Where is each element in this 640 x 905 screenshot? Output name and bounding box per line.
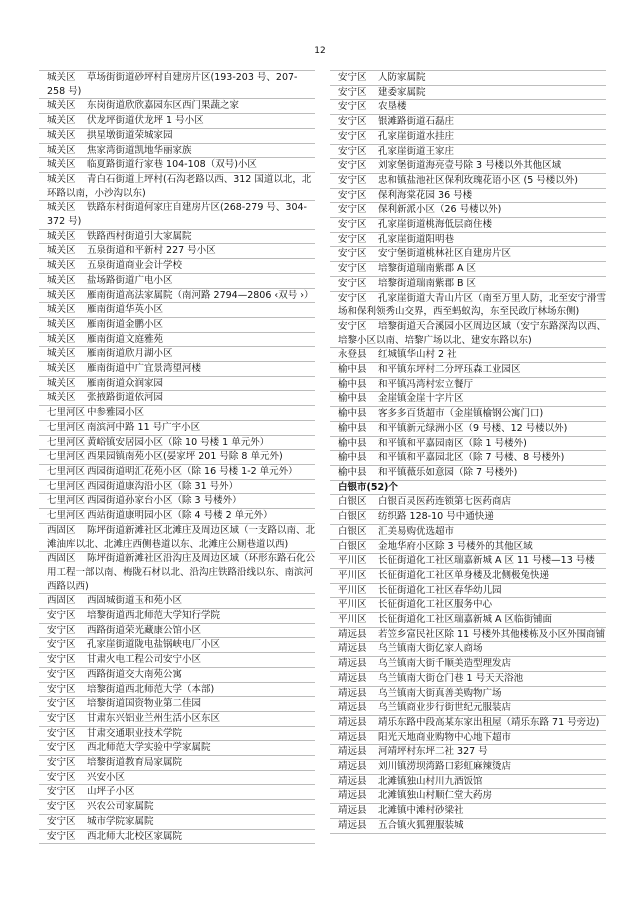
district-name: 靖远县 [338, 805, 367, 817]
location-text: 安宁堡街道桃林社区自建房片区 [378, 248, 512, 260]
table-row [330, 174, 606, 189]
location-text: 陈坪街道新滩社区北滩庄及周边区域（一支路以南、北滩油库以北、北滩庄西侧巷道以东、北滩庄公厕巷道以西) [47, 524, 316, 550]
table-row [330, 451, 606, 466]
district-name: 安宁区 [338, 219, 367, 231]
table-row [39, 173, 315, 201]
table-row [39, 347, 315, 362]
district-name: 城关区 [47, 144, 76, 156]
location-text: 兴农公司家属院 [87, 801, 154, 813]
table-row [330, 145, 606, 160]
table-row [330, 392, 606, 407]
location-text: 孔家崖街道陇电盐锅峡电厂小区 [87, 639, 221, 651]
district-name: 靖远县 [338, 790, 367, 802]
table-row [39, 494, 315, 509]
table-row [39, 362, 315, 377]
table-row [39, 594, 315, 609]
district-name: 安宁区 [338, 130, 367, 142]
table-row [39, 303, 315, 318]
location-text: 培黎街道瑞南紫郡 B 区 [378, 277, 477, 289]
district-name: 平川区 [338, 555, 367, 567]
table-row [330, 701, 606, 716]
district-name: 城关区 [47, 363, 76, 375]
district-name: 安宁区 [47, 815, 76, 827]
table-row [39, 552, 315, 594]
district-name: 城关区 [47, 202, 76, 214]
location-text: 刘家堡街道海亮壹号除 3 号楼以外其他区域 [378, 160, 562, 172]
table-row [330, 716, 606, 731]
district-name: 靖远县 [338, 702, 367, 714]
location-text: 雁南街道文庭雅苑 [87, 333, 164, 345]
table-row [39, 377, 315, 392]
location-text: 靖乐东路中段高某东家出租屋（靖乐东路 71 号旁边) [378, 716, 600, 728]
table-row [39, 450, 315, 465]
district-name: 平川区 [338, 614, 367, 626]
district-name: 安宁区 [47, 624, 76, 636]
location-text: 乌兰镇南大街真善美购物广场 [378, 687, 502, 699]
district-name: 城关区 [47, 245, 76, 257]
table-row [330, 218, 606, 233]
district-name: 安宁区 [338, 160, 367, 172]
location-text: 西路街道荣光藏康公馆小区 [87, 624, 202, 636]
right-column [330, 70, 606, 834]
district-name: 安宁区 [47, 786, 76, 798]
table-row [330, 130, 606, 145]
location-text: 西北师大北校区家属院 [87, 830, 183, 842]
district-name: 榆中县 [338, 378, 367, 390]
district-name: 七里河区 [47, 465, 86, 477]
location-text: 西园街道康沟沿小区（除 31 号外） [87, 480, 239, 492]
location-text: 临夏路街道行家巷 104-108（双号)小区 [87, 159, 257, 171]
table-row [39, 712, 315, 727]
district-name: 城关区 [47, 100, 76, 112]
location-text: 陈坪街道新滩社区沿沟庄及周边区域（环形东路石化公用工程一部以南、梅陇石材以北、沿沟庄铁路沿线以东、南滨河西路以西) [47, 553, 316, 592]
district-name: 城关区 [47, 318, 76, 330]
district-name: 七里河区 [47, 407, 86, 419]
district-name: 西固区 [47, 595, 76, 607]
district-name: 城关区 [47, 348, 76, 360]
table-row [330, 510, 606, 525]
table-row [39, 274, 315, 289]
district-name: 七里河区 [47, 495, 86, 507]
district-name: 安宁区 [47, 668, 76, 680]
location-text: 南滨河中路 11 号广宇小区 [87, 421, 201, 433]
location-text: 阳光天地商业购物中心地下超市 [378, 731, 512, 743]
district-name: 城关区 [47, 72, 76, 83]
district-name: 靖远县 [338, 672, 367, 684]
location-text: 若笠乡富民社区除 11 号楼外其他楼栋及小区外围商铺 [378, 628, 606, 640]
location-text: 银滩路街道石磊庄 [378, 116, 455, 128]
location-text: 培黎街道瑞南紫郡 A 区 [378, 263, 477, 275]
table-row [39, 609, 315, 624]
location-text: 西北师范大学实验中学家属院 [87, 742, 211, 754]
location-text: 五合镇火狐狸服装城 [378, 819, 464, 831]
location-text: 甘肃火电工程公司安宁小区 [87, 654, 202, 666]
district-name: 七里河区 [47, 510, 86, 522]
location-text: 金崖镇金崖十字片区 [378, 393, 464, 405]
table-row [330, 657, 606, 672]
location-text: 北滩镇独山村顺仁堂大药房 [378, 790, 493, 802]
district-name: 安宁区 [47, 727, 76, 739]
district-name: 城关区 [47, 377, 76, 389]
district-name: 靖远县 [338, 746, 367, 758]
location-text: 孔家崖街道阳明巷 [378, 233, 455, 245]
table-row [330, 437, 606, 452]
table-row [39, 524, 315, 552]
location-text: 西路街道交大南苑公寓 [87, 668, 183, 680]
table-row [39, 114, 315, 129]
location-text: 中参雅园小区 [87, 407, 145, 419]
district-name: 七里河区 [47, 451, 86, 463]
table-row [39, 815, 315, 830]
district-name: 城关区 [47, 274, 76, 286]
table-row [39, 244, 315, 259]
table-row [39, 421, 315, 436]
location-text: 焦家湾街道凯地华丽家族 [87, 144, 192, 156]
location-text: 草场街街道砂坪村自建房片区(193-203 号、207-258 号) [47, 72, 298, 97]
table-row [330, 262, 606, 277]
location-text: 客多多百货超市（金崖镇榆钢公寓门口) [378, 408, 544, 420]
district-name: 榆中县 [338, 364, 367, 376]
location-text: 纺织路 128-10 号中通快递 [378, 511, 494, 523]
location-text: 和平镇和平嘉园南区（除 1 号楼外) [378, 437, 527, 449]
table-row [330, 569, 606, 584]
location-text: 红城镇华山村 2 社 [378, 349, 457, 361]
table-row [330, 819, 606, 834]
table-row [39, 230, 315, 245]
location-text: 山坪子小区 [87, 786, 135, 798]
district-name: 安宁区 [338, 72, 367, 83]
table-row [330, 100, 606, 115]
location-text: 雁南街道金鹏小区 [87, 318, 164, 330]
table-row [39, 756, 315, 771]
district-name: 七里河区 [47, 436, 86, 448]
district-name: 平川区 [338, 599, 367, 611]
table-row [330, 554, 606, 569]
table-row [330, 584, 606, 599]
table-row [39, 129, 315, 144]
table-row [39, 830, 315, 845]
location-text: 建委家属院 [378, 86, 426, 98]
table-row [39, 785, 315, 800]
district-name: 城关区 [47, 159, 76, 171]
location-text: 东岗街道欣欣嘉园东区西门果蔬之家 [87, 100, 240, 112]
district-name: 安宁区 [47, 830, 76, 842]
district-name: 靖远县 [338, 716, 367, 728]
location-text: 乌兰镇南大街仓门巷 1 号天天浴池 [378, 672, 524, 684]
district-name: 白银区 [338, 496, 367, 508]
table-row [330, 378, 606, 393]
district-name: 靖远县 [338, 628, 367, 640]
district-name: 榆中县 [338, 437, 367, 449]
table-row [330, 189, 606, 204]
location-text: 刘川镇涝坝湾路口彩虹麻辣烫店 [378, 761, 512, 773]
district-name: 安宁区 [338, 248, 367, 260]
table-row [330, 789, 606, 804]
table-row [330, 292, 606, 320]
table-row [39, 436, 315, 451]
location-text: 北滩镇中滩村砂梁社 [378, 805, 464, 817]
table-row [330, 775, 606, 790]
location-text: 西园街道明汇花苑小区（除 16 号楼 1-2 单元外） [87, 465, 298, 477]
table-row [330, 247, 606, 262]
district-name: 榆中县 [338, 422, 367, 434]
location-text: 汇美易购优选超市 [378, 525, 455, 537]
table-row [330, 804, 606, 819]
table-row [39, 741, 315, 756]
district-name: 安宁区 [338, 189, 367, 201]
location-text: 河靖坪村东坪二社 327 号 [378, 746, 488, 758]
table-row [39, 624, 315, 639]
table-row [39, 70, 315, 99]
location-text: 青白石街道上坪村(石沟老路以西、312 国道以北，北环路以南，小沙沟以东) [47, 173, 312, 199]
table-row [330, 203, 606, 218]
location-text: 保利海棠花园 36 号楼 [378, 189, 473, 201]
table-row [39, 201, 315, 229]
district-name: 白银区 [338, 525, 367, 537]
location-text: 西固城街道玉和苑小区 [87, 595, 183, 607]
table-row [330, 495, 606, 510]
table-row [330, 598, 606, 613]
district-name: 城关区 [47, 129, 76, 141]
district-name: 城关区 [47, 173, 76, 185]
table-row [330, 348, 606, 363]
location-text: 西果园镇南苑小区(晏家坪 201 号除 8 单元外) [87, 451, 283, 463]
table-row [330, 540, 606, 555]
location-text: 和平镇薇乐如意园（除 7 号楼外) [378, 466, 518, 478]
district-name: 城关区 [47, 304, 76, 316]
location-text: 雁南街道中广宜景湾望河楼 [87, 363, 202, 375]
location-text: 长征街道化工社区服务中心 [378, 599, 493, 611]
district-name: 七里河区 [47, 421, 86, 433]
location-text: 甘肃交通职业技术学院 [87, 727, 183, 739]
district-name: 靖远县 [338, 687, 367, 699]
location-text: 甘肃东兴铝业兰州生活小区东区 [87, 712, 221, 724]
table-row [39, 771, 315, 786]
district-name: 城关区 [47, 115, 76, 127]
table-row [39, 800, 315, 815]
district-name: 安宁区 [47, 742, 76, 754]
location-text: 雁南街道欣月湖小区 [87, 348, 173, 360]
district-name: 安宁区 [338, 263, 367, 275]
location-text: 培黎街道天合溪园小区周边区域（安宁东路深沟以西、培黎小区以南、培黎广场以北、建安东路以东) [338, 320, 607, 346]
location-text: 和平镇和平嘉园北区（除 7 号楼、8 号楼外) [378, 452, 565, 464]
location-text: 北滩镇独山村川九酒饭馆 [378, 775, 483, 787]
table-row [330, 422, 606, 437]
table-row [330, 407, 606, 422]
location-text: 兴安小区 [87, 771, 126, 783]
location-text: 西站街道康明园小区（除 4 号楼 2 单元外） [87, 510, 273, 522]
table-row [330, 672, 606, 687]
location-text: 人防家属院 [378, 72, 426, 83]
table-row [39, 144, 315, 159]
location-text: 乌兰镇商业步行街世纪元服装店 [378, 702, 512, 714]
table-row [330, 642, 606, 657]
district-name: 靖远县 [338, 761, 367, 773]
district-name: 城关区 [47, 260, 76, 272]
group-heading: 白银市(52)个 [330, 481, 606, 496]
district-name: 白银区 [338, 540, 367, 552]
district-name: 安宁区 [47, 654, 76, 666]
location-text: 长征街道化工社区瑞嘉新城 A 区 11 号楼—13 号楼 [378, 555, 595, 567]
location-text: 长征街道化工社区春华幼儿园 [378, 584, 502, 596]
table-row [39, 638, 315, 653]
table-row [330, 277, 606, 292]
district-name: 榆中县 [338, 393, 367, 405]
page-number: 12 [314, 46, 326, 56]
district-name: 安宁区 [338, 277, 367, 289]
location-text: 城市学院家属院 [87, 815, 154, 827]
left-column [39, 70, 315, 844]
table-row [39, 391, 315, 406]
table-row [330, 466, 606, 481]
location-text: 和平镇冯湾村宏立餐厅 [378, 378, 474, 390]
location-text: 五泉街道和平新村 227 号小区 [87, 245, 216, 257]
table-row [39, 465, 315, 480]
location-text: 雁南街道华英小区 [87, 304, 164, 316]
table-row [39, 158, 315, 173]
district-name: 安宁区 [338, 233, 367, 245]
table-row [39, 333, 315, 348]
table-row [39, 289, 315, 304]
table-row [330, 115, 606, 130]
table-row [330, 320, 606, 348]
district-name: 靖远县 [338, 643, 367, 655]
district-name: 安宁区 [338, 86, 367, 98]
location-text: 黄峪镇安居园小区（除 10 号楼 1 单元外） [87, 436, 270, 448]
table-row [330, 86, 606, 101]
district-name: 白银区 [338, 511, 367, 523]
location-text: 培黎街道西北师范大学知行学院 [87, 610, 221, 622]
district-name: 安宁区 [47, 757, 76, 769]
district-name: 榆中县 [338, 408, 367, 420]
district-name: 城关区 [47, 289, 76, 301]
location-text: 伏龙坪街道伏龙坪 1 号小区 [87, 115, 204, 127]
district-name: 安宁区 [47, 698, 76, 710]
district-name: 安宁区 [338, 101, 367, 113]
district-name: 西固区 [47, 553, 76, 565]
location-text: 保利新派小区（26 号楼以外) [378, 204, 502, 216]
district-name: 安宁区 [47, 771, 76, 783]
location-text: 培黎街道教育局家属院 [87, 757, 183, 769]
location-text: 乌兰镇南大街千顺美造型理发店 [378, 658, 512, 670]
table-row [330, 613, 606, 628]
location-text: 孔家崖街道桃海低层商住楼 [378, 219, 493, 231]
district-name: 安宁区 [47, 610, 76, 622]
table-row [330, 745, 606, 760]
district-name: 城关区 [47, 230, 76, 242]
district-name: 安宁区 [47, 801, 76, 813]
district-name: 城关区 [47, 333, 76, 345]
location-text: 五泉街道商业会计学校 [87, 260, 183, 272]
table-row [39, 99, 315, 114]
location-text: 铁路西村街道引大家属院 [87, 230, 192, 242]
district-name: 七里河区 [47, 480, 86, 492]
table-row [330, 628, 606, 643]
table-row [39, 697, 315, 712]
location-text: 铁路东村街道何家庄自建房片区(268-279 号、304-372 号) [47, 202, 307, 228]
location-text: 雁南街道高法家属院（南河路 2794—2806 ‹双号 ›） [87, 289, 314, 301]
district-name: 安宁区 [338, 174, 367, 186]
location-text: 西园街道孙家台小区（除 3 号楼外） [87, 495, 242, 507]
location-text: 忠和镇盐池社区保利玫瑰花语小区 (5 号楼以外) [378, 174, 578, 186]
table-row [39, 653, 315, 668]
location-text: 孔家崖街道大青山片区（南至万里人防，北至安宁滑雪场和保利领秀山交界，西至蚂蚁沟，东至民政厅林场东侧) [338, 292, 607, 318]
location-text: 长征街道化工社区单身楼及北侧极兔快递 [378, 569, 550, 581]
table-row [39, 406, 315, 421]
district-name: 安宁区 [47, 683, 76, 695]
location-text: 农垦楼 [378, 101, 407, 113]
district-name: 安宁区 [47, 712, 76, 724]
table-row [330, 731, 606, 746]
location-text: 白银百灵医药连锁第七医药商店 [378, 496, 512, 508]
table-row [330, 233, 606, 248]
location-text: 拱星墩街道荣城家园 [87, 129, 173, 141]
location-text: 盐场路街道广电小区 [87, 274, 173, 286]
table-row [330, 363, 606, 378]
location-text: 乌兰镇南大街亿家人商场 [378, 643, 483, 655]
table-row [39, 480, 315, 495]
table-row [330, 760, 606, 775]
location-text: 孔家崖街道王家庄 [378, 145, 455, 157]
district-name: 平川区 [338, 569, 367, 581]
district-name: 西固区 [47, 524, 76, 536]
district-name: 安宁区 [338, 320, 367, 332]
location-text: 张掖路街道依河园 [87, 392, 164, 404]
district-name: 安宁区 [338, 145, 367, 157]
table-row [39, 259, 315, 274]
location-text: 长征街道化工社区瑞嘉新城 A 区临街铺面 [378, 614, 553, 626]
district-name: 榆中县 [338, 466, 367, 478]
location-text: 金地华府小区除 3 号楼外的其他区域 [378, 540, 533, 552]
location-text: 培黎街道西北师范大学（本部) [87, 683, 215, 695]
table-row [39, 318, 315, 333]
district-name: 安宁区 [47, 639, 76, 651]
location-text: 雁南街道众润家园 [87, 377, 164, 389]
table-row [330, 525, 606, 540]
district-name: 靖远县 [338, 658, 367, 670]
district-name: 靖远县 [338, 819, 367, 831]
district-name: 安宁区 [338, 204, 367, 216]
location-text: 孔家崖街道水挂庄 [378, 130, 455, 142]
table-row [330, 687, 606, 702]
location-text: 培黎街道国资物业第二佳园 [87, 698, 202, 710]
district-name: 城关区 [47, 392, 76, 404]
table-row [39, 683, 315, 698]
table-row [330, 159, 606, 174]
district-name: 安宁区 [338, 116, 367, 128]
table-row [39, 668, 315, 683]
district-name: 安宁区 [338, 292, 367, 304]
table-row [39, 509, 315, 524]
table-row [330, 70, 606, 86]
district-name: 平川区 [338, 584, 367, 596]
location-text: 和平镇东坪村二分坪珏森工业园区 [378, 364, 521, 376]
district-name: 靖远县 [338, 775, 367, 787]
district-name: 靖远县 [338, 731, 367, 743]
location-text: 和平镇新元绿洲小区（9 号楼、12 号楼以外) [378, 422, 568, 434]
district-name: 榆中县 [338, 452, 367, 464]
table-row [39, 727, 315, 742]
district-name: 永登县 [338, 349, 367, 361]
